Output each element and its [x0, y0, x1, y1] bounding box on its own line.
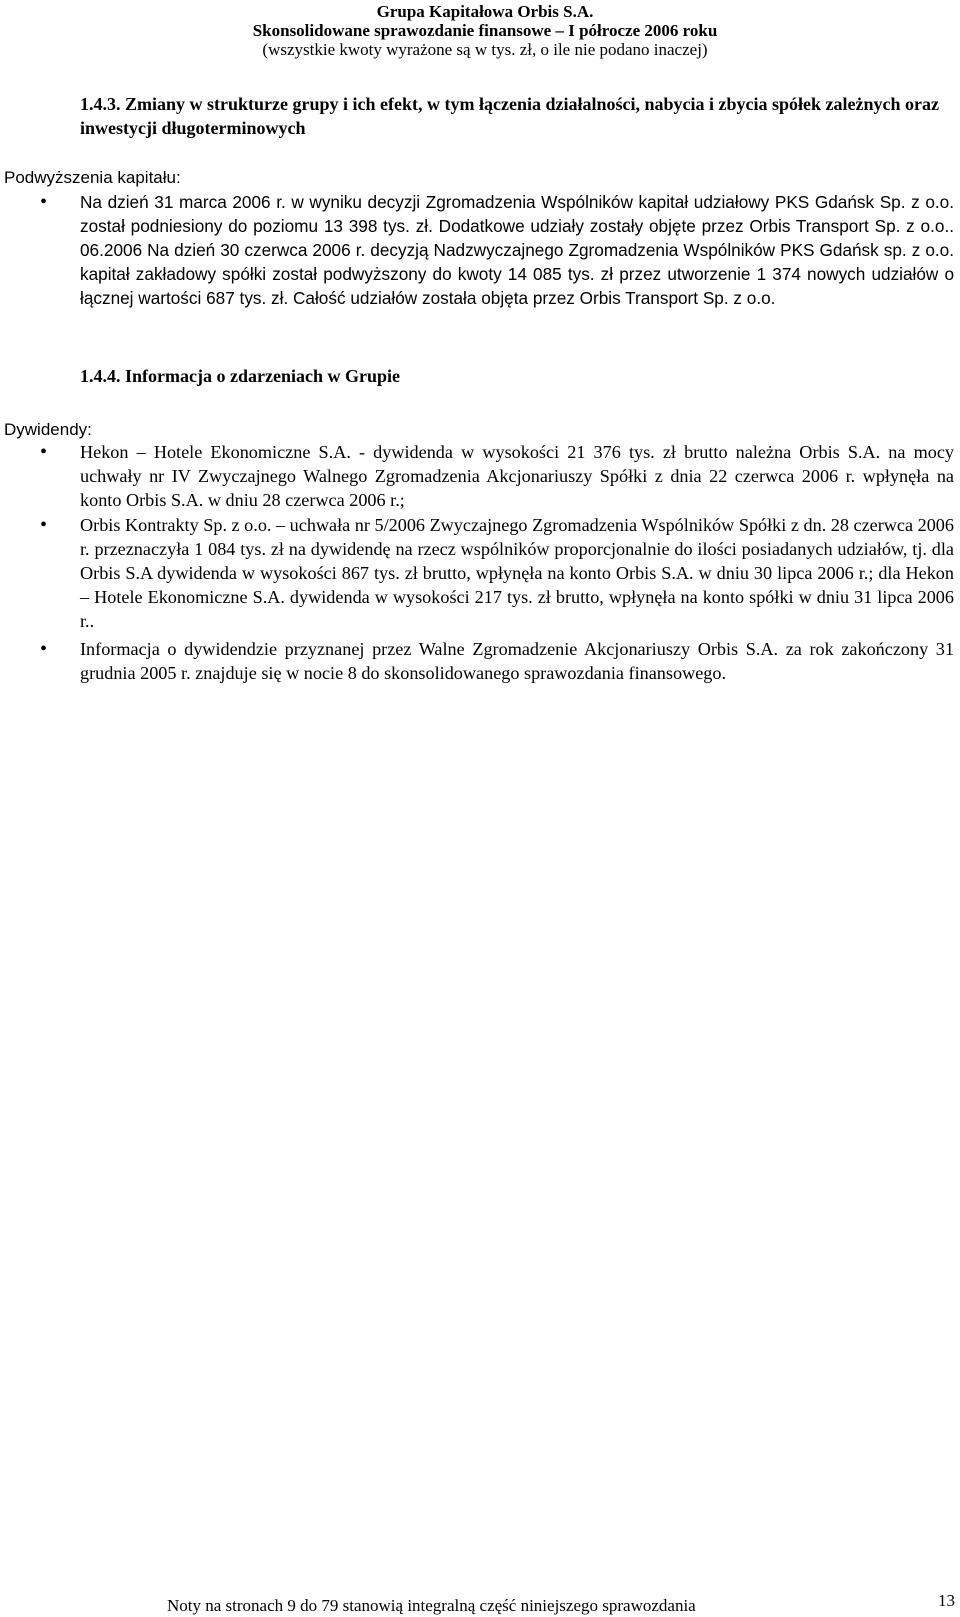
capital-increase-item: Na dzień 31 marca 2006 r. w wyniku decyzji Zgromadzenia Wspólników kapitał udziałowy PKS Gdańsk Sp. z o.o. został podniesiony do poziomu 13 398 tys. zł. Dodatkowe udziały zostały objęte przez Orbis Transport Sp. z o.o.. 06.2006 Na dzień 30 czerwca 2006 r. decyzją Nadzwyczajnego Zgromadzenia Wspólników PKS Gdańsk sp. z o.o. kapitał zakładowy spółki został podwyższony do kwoty 14 085 tys. zł przez utworzenie 1 374 nowych udziałów o łącznej wartości 687 tys. zł. Całość udziałów została objęta przez Orbis Transport Sp. z o.o. [80, 192, 954, 308]
bullet-icon: • [40, 638, 48, 660]
bullet-icon: • [40, 191, 48, 213]
section-144-title: 1.4.4. Informacja o zdarzeniach w Grupie [80, 366, 400, 386]
dividend-item-orbis-kontrakty: Orbis Kontrakty Sp. z o.o. – uchwała nr 5/2006 Zwyczajnego Zgromadzenia Wspólników Spółki z dn. 28 czerwca 2006 r. przeznaczyła 1 084 tys. zł na dywidendę na rzecz wspólników proporcjonalnie do ilości posiadanych udziałów, tj. dla Orbis S.A dywidenda w wysokości 867 tys. zł brutto, wpłynęła na konto Orbis S.A. w dniu 30 lipca 2006 r.; dla Hekon – Hotele Ekonomiczne S.A. dywidenda w wysokości 217 tys. zł brutto, wpłynęła na konto spółki w dniu 31 lipca 2006 r.. [80, 515, 954, 631]
page-number: 13 [938, 1591, 955, 1610]
header-company: Grupa Kapitałowa Orbis S.A. [376, 2, 594, 21]
header-report-title: Skonsolidowane sprawozdanie finansowe – I półrocze 2006 roku [252, 21, 718, 40]
dividends-label: Dywidendy: [4, 420, 92, 439]
header-currency-note: (wszystkie kwoty wyrażone są w tys. zł, o ile nie podano inaczej) [262, 40, 708, 59]
bullet-icon: • [40, 514, 48, 536]
section-143-title: 1.4.3. Zmiany w strukturze grupy i ich efekt, w tym łączenia działalności, nabycia i zbycia spółek zależnych oraz inwestycji długoterminowych [80, 94, 939, 138]
dividend-item-orbis-info: Informacja o dywidendzie przyznanej przez Walne Zgromadzenie Akcjonariuszy Orbis S.A. za rok zakończony 31 grudnia 2005 r. znajduje się w nocie 8 do skonsolidowanego sprawozdania finansowego. [80, 639, 954, 683]
bullet-icon: • [40, 441, 48, 463]
page-header [215, 2, 755, 59]
dividend-item-hekon: Hekon – Hotele Ekonomiczne S.A. - dywidenda w wysokości 21 376 tys. zł brutto należna Orbis S.A. na mocy uchwały nr IV Zwyczajnego Walnego Zgromadzenia Akcjonariuszy Spółki z dnia 22 czerwca 2006 r. wpłynęła na konto Orbis S.A. w dniu 28 czerwca 2006 r.; [80, 442, 954, 510]
capital-increase-label: Podwyższenia kapitału: [4, 168, 181, 187]
footer-note: Noty na stronach 9 do 79 stanowią integralną część niniejszego sprawozdania [167, 1596, 696, 1615]
